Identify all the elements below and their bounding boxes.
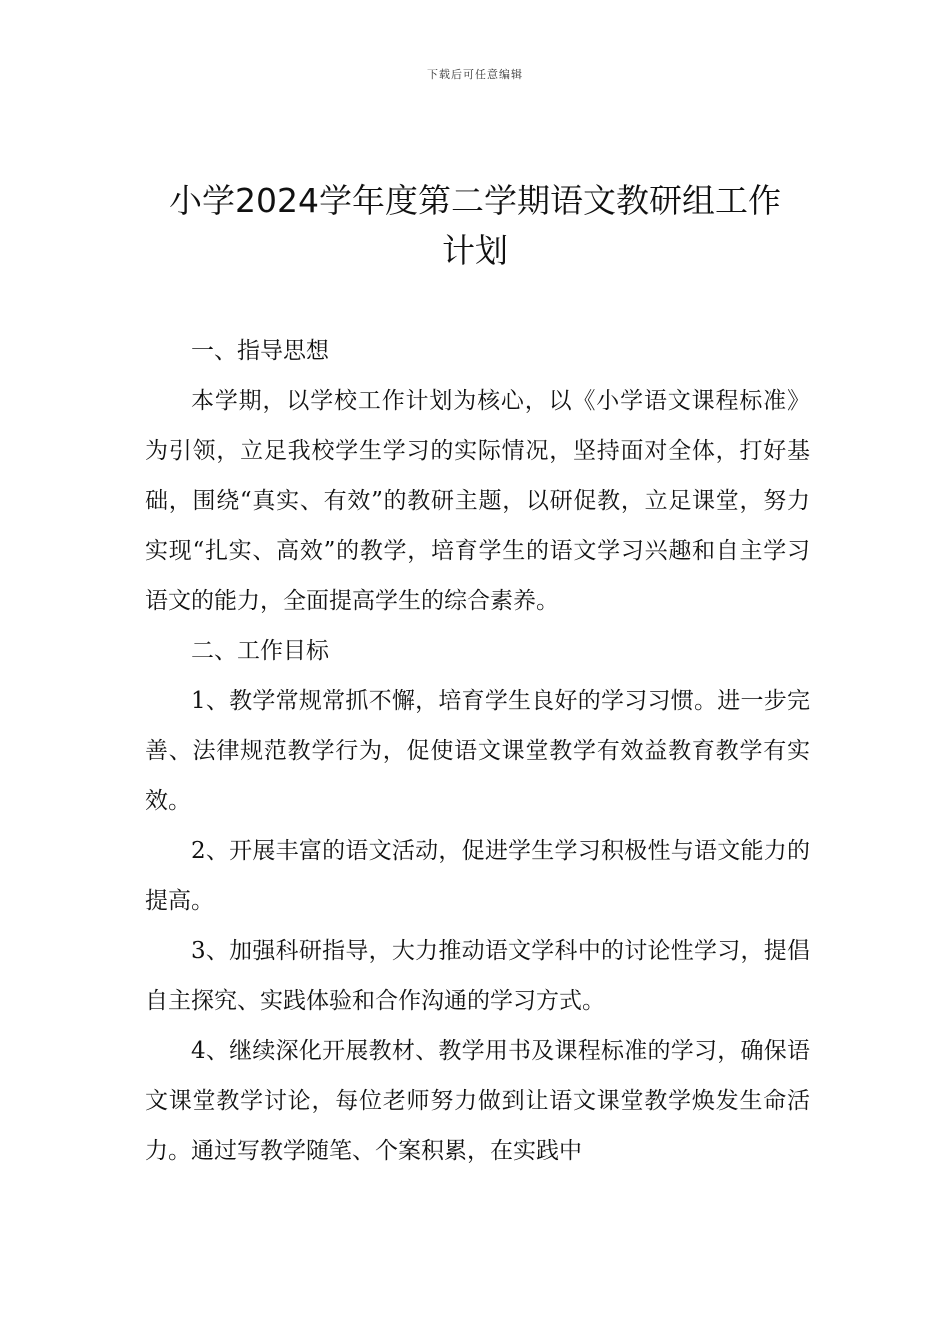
section-heading-work-goals: 二、工作目标 xyxy=(191,638,329,664)
header-note: 下载后可任意编辑 xyxy=(427,68,523,81)
goal-item-2: 2、开展丰富的语文活动，促进学生学习积极性与语文能力的提高。 xyxy=(145,838,810,914)
paragraph-guiding-thought: 本学期，以学校工作计划为核心，以《小学语文课程标准》为引领，立足我校学生学习的实际情况，坚持面对全体，打好基础，围绕“真实、有效”的教研主题，以研促教，立足课堂，努力实现“扎实、高效”的教学，培育学生的语文学习兴趣和自主学习语文的能力，全面提高学生的综合素养。 xyxy=(145,388,810,614)
goal-item-4: 4、继续深化开展教材、教学用书及课程标准的学习，确保语文课堂教学讨论，每位老师努力做到让语文课堂教学焕发生命活力。通过写教学随笔、个案积累，在实践中 xyxy=(145,1038,810,1164)
title-line-2: 计划 xyxy=(442,231,508,270)
goal-item-3: 3、加强科研指导，大力推动语文学科中的讨论性学习，提倡自主探究、实践体验和合作沟通的学习方式。 xyxy=(145,938,810,1014)
goal-item-1: 1、教学常规常抓不懈，培育学生良好的学习习惯。进一步完善、法律规范教学行为，促使语文课堂教学有效益教育教学有实效。 xyxy=(145,688,810,814)
section-heading-guiding-thought: 一、指导思想 xyxy=(191,338,329,364)
document-title xyxy=(130,176,820,276)
title-line-1: 小学2024学年度第二学期语文教研组工作 xyxy=(169,181,781,220)
document-body xyxy=(145,326,810,1176)
